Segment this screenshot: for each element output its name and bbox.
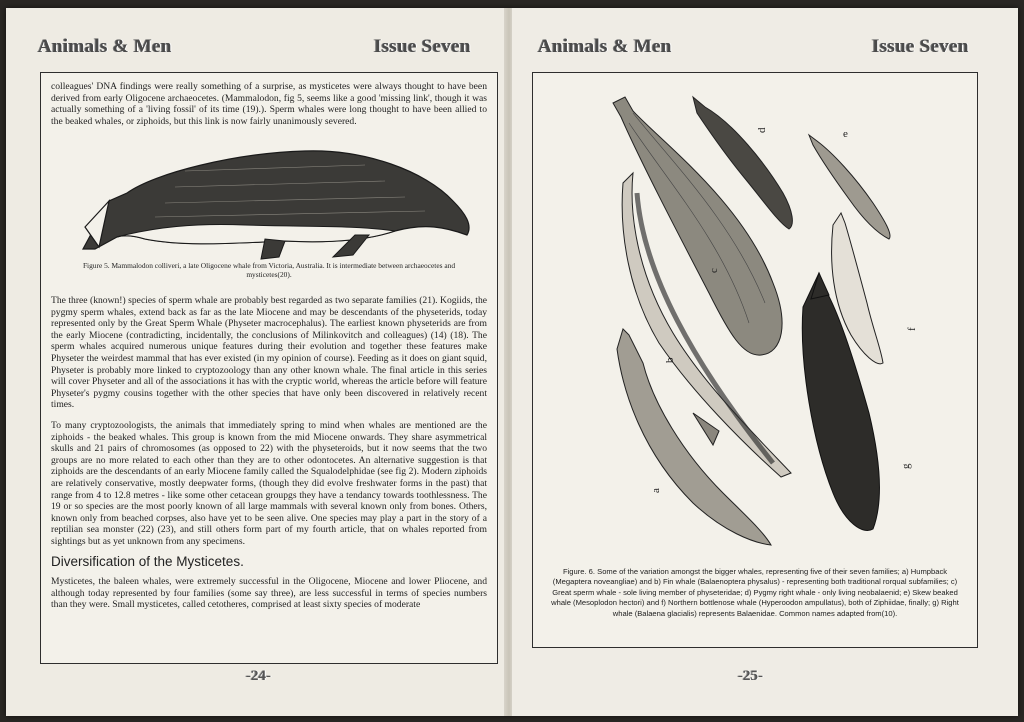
figure6-caption: Figure. 6. Some of the variation amongst the bigger whales, representing five of their seven families; a) Humpback (Megaptera noveangliae) and b) Fin whale (Balaenoptera physalus) - representing both traditional rorqual subfamilies; c) Great sperm whale - sole living member of physeteridae; d) Pygmy right whale - only living neobalaenid; e) Skew beaked whale (Mesoplodon hectori) and f) Northern bottlenose whale (Hyperoodon ampullatus), both of Ziphiidae, finally; g) Right whale (Balaena glacialis) represents Balaenidae. Common names adapted from(10). — [551, 567, 959, 618]
right-header-issue: Issue Seven — [872, 36, 969, 57]
left-body-text — [51, 295, 487, 620]
whale-e-skew-beaked-whale — [809, 135, 890, 239]
paragraph-ziphoids: To many cryptozoologists, the animals that immediately spring to mind when whales are mentioned are the ziphoids - the beaked whales. This group is known from the mid Miocene onwards. They share asymmetrical skulls and 21 pairs of chromosomes (as opposed to 22) with the physeteroids, but it now seems that the two groups are no more related to each other than they are to other odontocetes. An alternative suggestion is that ziphoids are the descendants of an early Miocene family called the Squalodelphidae (see fig 2). Modern ziphoids are relatively conservative, mostly deepwater forms, (though they did evolve freshwater forms in the past) that range from 4 to 12.8 metres - like some other cetacean groupgs they have a tendancy towards toothlessness. The 19 or so species are the most poorly known of all large mammals with several known only from bones. Others, known only from beached corpses, also have yet to be seen alive. One species may play a part in the story of a reptilian sea monster (22) (23), and still others form part of my fourth article, that on whales reported from sightings but as yet unknown from any specimens. — [51, 419, 487, 547]
right-page — [512, 8, 1018, 716]
paragraph-mysticetes: Mysticetes, the baleen whales, were extremely successful in the Oligocene, Miocene and lower Pliocene, and although today represented by four families (some say three), are less successful in terms of species numbers than they were. Small mysticetes, called cetotheres, comprised at least sixty species of moderate — [51, 576, 487, 611]
figure-letter-f: f — [906, 327, 918, 331]
whale-c-sperm-whale — [613, 97, 782, 355]
left-page — [6, 8, 506, 716]
figure5-mammalodon-illustration — [65, 131, 475, 261]
figure-letter-g: g — [900, 463, 912, 469]
right-figure-frame — [532, 72, 978, 648]
intro-paragraph: colleagues' DNA findings were really something of a surprise, as mysticetes were always thought to have been derived from early Oligocene archaeocetes. (Mammalodon, fig 5, seems like a good 'missing link', though it was actually something of a 'living fossil' of its time (19).). Sperm whales were long thought to have been allied to the beaked whales, or ziphoids, but this link is now fairly unanimously severed. — [51, 81, 487, 127]
section-heading-mysticetes: Diversification of the Mysticetes. — [51, 554, 244, 570]
left-header-title: Animals & Men — [38, 36, 172, 57]
magazine-spread — [6, 8, 1018, 716]
right-header-title: Animals & Men — [538, 36, 672, 57]
paragraph-sperm-whales: The three (known!) species of sperm whale are probably best regarded as two separate families (21). Kogiids, the pygmy sperm whales, extend back as far as the late Miocene and may be descendants of the physeterids, today represented only by the Great Sperm Whale (Physeter macrocephalus). The earliest known physeterids are from the early Miocene (contradicting, incidentally, the conclusions of Milinkovitch and colleagues) (14) (18). The sperm whales acquired numerous unique features during their evolution and together these features make Physeter the weirdest mammal that has ever existed (in my opinion of course). Feeding as it does on giant squid, Physeter is probably more linked to cryptozoology than any other known whale. The final article in this series will cover Physeter and all of the associations it has with the cryptic world, whereas the article before will feature Physeter's pygmy cousins together with the other species that have only been discovered in relatively recent times. — [51, 295, 487, 411]
figure5-caption: Figure 5. Mammalodon colliveri, a late Oligocene whale from Victoria, Australia. It is intermediate between archaeocetes and mysticetes(20). — [82, 261, 456, 280]
figure-letter-e: e — [843, 128, 848, 140]
right-page-number: -25- — [738, 668, 763, 684]
left-page-number: -24- — [246, 668, 271, 684]
figure-letter-c: c — [708, 268, 720, 273]
figure-letter-a: a — [650, 488, 662, 493]
left-header-issue: Issue Seven — [374, 36, 471, 57]
figure-letter-b: b — [664, 357, 676, 363]
figure6-whales-illustration — [533, 73, 977, 553]
figure-letter-d: d — [756, 127, 768, 133]
left-text-frame — [40, 72, 498, 664]
